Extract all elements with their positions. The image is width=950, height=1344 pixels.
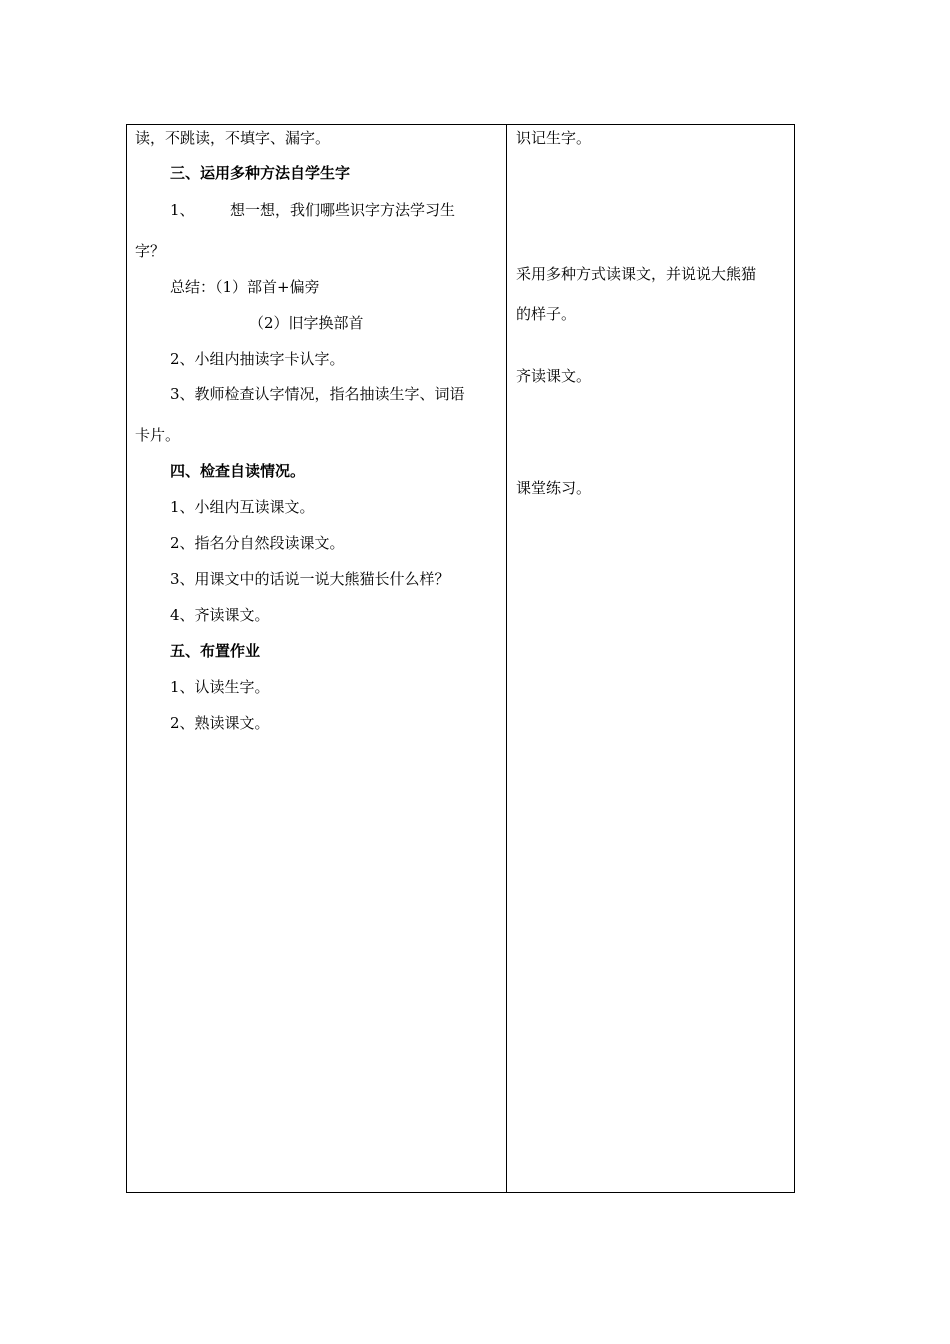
list-item: 3、教师检查认字情况，指名抽读生字、词语 [170, 385, 465, 403]
note-line: 采用多种方式读课文，并说说大熊猫 [516, 265, 757, 283]
section-heading: 五、布置作业 [170, 642, 261, 660]
summary-line: 总结：（1）部首+偏旁 [170, 278, 320, 296]
note-line-continuation: 的样子。 [516, 305, 577, 323]
list-item-continuation: 卡片。 [135, 426, 181, 444]
list-item: 2、小组内抽读字卡认字。 [170, 350, 345, 368]
list-item: 3、用课文中的话说一说大熊猫长什么样？ [170, 570, 450, 588]
list-item: 1、小组内互读课文。 [170, 498, 315, 516]
list-item: 2、熟读课文。 [170, 714, 270, 732]
note-line: 识记生字。 [516, 129, 592, 147]
column-divider [506, 124, 507, 1193]
list-item: 想一想，我们哪些识字方法学习生 [230, 201, 456, 219]
list-item: 2、指名分自然段读课文。 [170, 534, 345, 552]
summary-line: （2）旧字换部首 [249, 314, 364, 332]
text-line: 读，不跳读，不填字、漏字。 [135, 129, 331, 147]
note-line: 课堂练习。 [516, 479, 592, 497]
section-heading: 三、运用多种方法自学生字 [170, 164, 351, 182]
list-number: 1、 [170, 201, 195, 219]
list-item-continuation: 字？ [135, 242, 166, 260]
section-heading: 四、检查自读情况。 [170, 462, 306, 480]
list-item: 4、齐读课文。 [170, 606, 270, 624]
note-line: 齐读课文。 [516, 367, 592, 385]
list-item: 1、认读生字。 [170, 678, 270, 696]
